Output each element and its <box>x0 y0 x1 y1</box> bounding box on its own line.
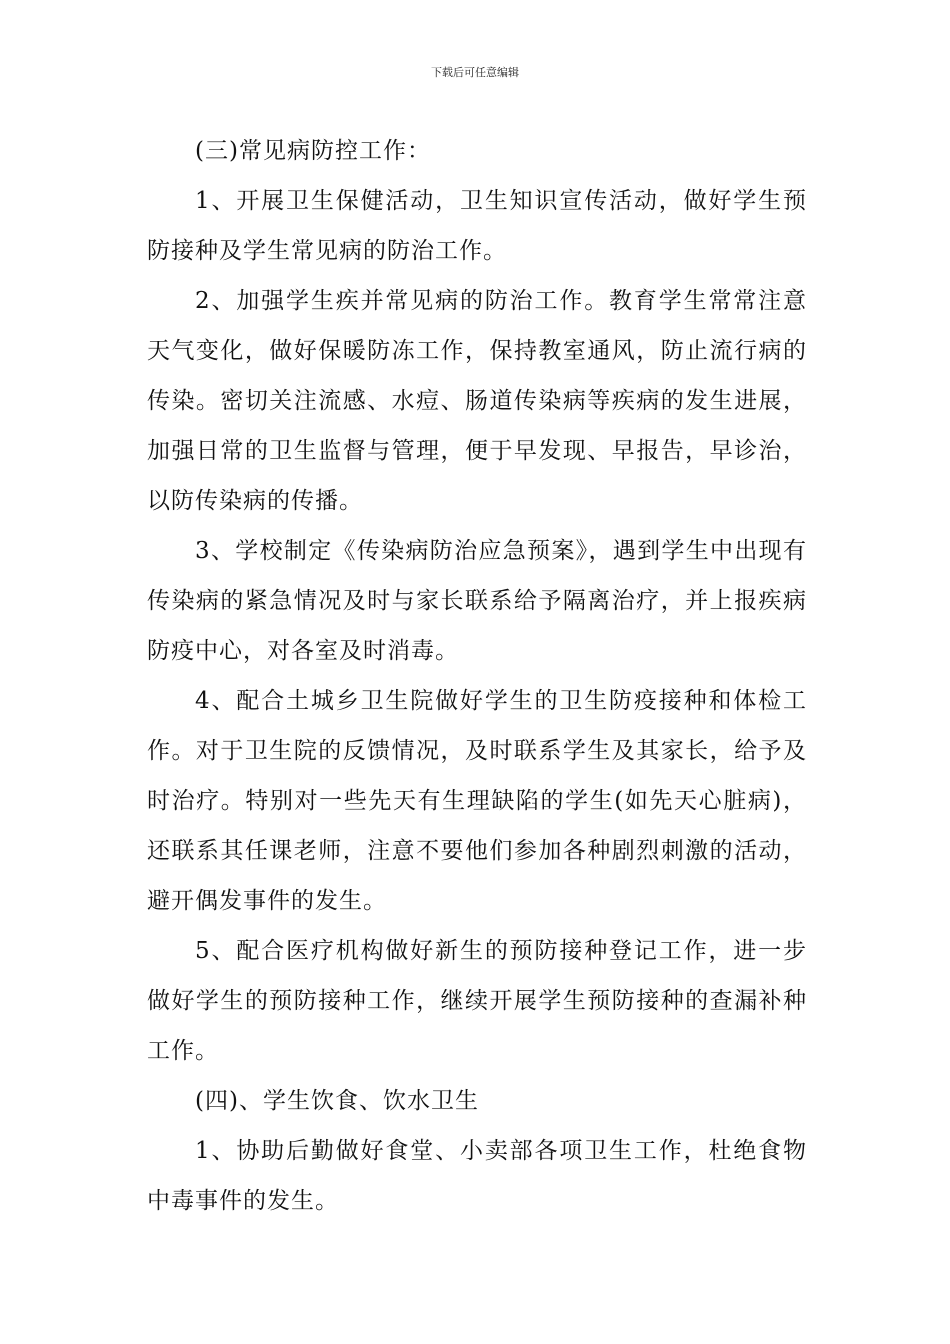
paragraph-item-5: 5、配合医疗机构做好新生的预防接种登记工作，进一步做好学生的预防接种工作，继续开展学生预防接种的查漏补种工作。 <box>147 938 807 1064</box>
paragraph-item-4: 4、配合土城乡卫生院做好学生的卫生防疫接种和体检工作。对于卫生院的反馈情况，及时联系学生及其家长，给予及时治疗。特别对一些先天有生理缺陷的学生(如先天心脏病)，还联系其任课老师，注意不要他们参加各种剧烈刺激的活动，避开偶发事件的发生。 <box>147 688 807 914</box>
paragraph-item-2: 2、加强学生疾并常见病的防治工作。教育学生常常注意天气变化，做好保暖防冻工作，保持教室通风，防止流行病的传染。密切关注流感、水痘、肠道传染病等疾病的发生进展，加强日常的卫生监督与管理，便于早发现、早报告，早诊治，以防传染病的传播。 <box>147 288 807 514</box>
section-heading-common-disease: (三)常见病防控工作： <box>195 138 431 164</box>
paragraph-item-1: 1、开展卫生保健活动，卫生知识宣传活动，做好学生预防接种及学生常见病的防治工作。 <box>147 188 807 264</box>
section-heading-diet-water: (四)、学生饮食、饮水卫生 <box>195 1088 479 1114</box>
page-header-note: 下载后可任意编辑 <box>431 66 519 79</box>
paragraph-item-3: 3、学校制定《传染病防治应急预案》，遇到学生中出现有传染病的紧急情况及时与家长联系给予隔离治疗，并上报疾病防疫中心，对各室及时消毒。 <box>147 538 807 664</box>
document-body <box>147 126 807 1226</box>
paragraph-diet-item-1: 1、协助后勤做好食堂、小卖部各项卫生工作，杜绝食物中毒事件的发生。 <box>147 1138 807 1214</box>
